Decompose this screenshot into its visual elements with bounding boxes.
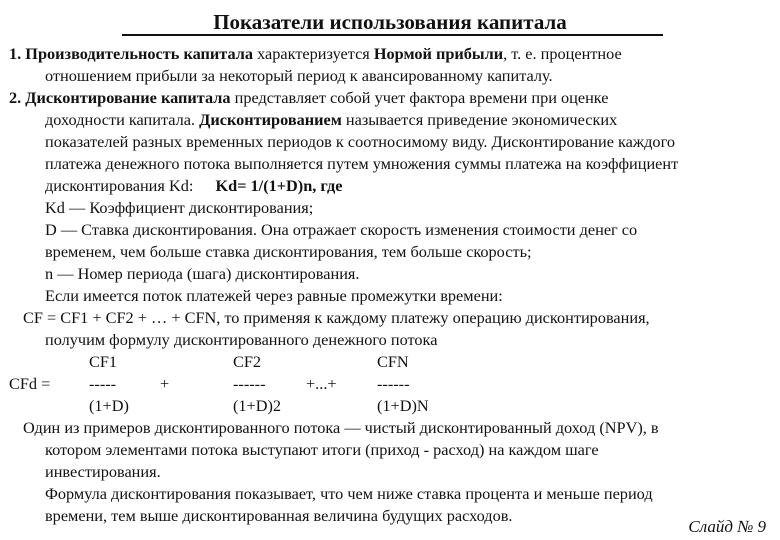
p2-line-7: D — Ставка дисконтирования. Она отражает скорость изменения стоимости денег со: [45, 220, 638, 239]
p2-line-10: Если имеется поток платежей через равные промежутки времени:: [45, 286, 503, 305]
formula-plus-2: +...+: [306, 374, 337, 393]
p2-line2-b: называется приведение экономических: [341, 110, 618, 129]
p2-line-9: n — Номер периода (шага) дисконтирования.: [45, 264, 360, 283]
p3-line-3: инвестирования.: [45, 462, 161, 481]
p2-term: Дисконтирование капитала: [25, 88, 231, 107]
kd-formula: Kd= 1/(1+D)n, где: [215, 176, 343, 195]
p3-line-4: Формула дисконтирования показывает, что чем ниже ставка процента и меньше период: [45, 484, 653, 503]
p3-line-2: котором элементами потока выступают итоги (приход - расход) на каждом шаге: [45, 440, 599, 459]
formula-numerator-1: CF1: [89, 352, 118, 371]
formula-bar-3: ------: [377, 374, 410, 393]
formula-plus-1: +: [160, 374, 170, 393]
p2-tail: представляет собой учет фактора времени при оценке: [230, 88, 609, 107]
p1-term2: Нормой прибыли: [373, 44, 504, 63]
formula-denominator-3: (1+D)N: [377, 396, 429, 415]
p2-line-1: [9, 87, 609, 108]
p2-line-11: CF = CF1 + CF2 + … + CFN, то применяя к каждому платежу операцию дисконтирования,: [23, 308, 650, 327]
slide-number: Слайд № 9: [688, 517, 766, 536]
p3-line-1: Один из примеров дисконтированного потока — чистый дисконтированный доход (NPV), в: [23, 418, 659, 437]
p1-line-2: отношением прибыли за некоторый период к авансированному капиталу.: [45, 66, 553, 85]
title-underline: [122, 34, 663, 36]
p2-line-12: получим формулу дисконтированного денежного потока: [45, 330, 438, 349]
p2-line-2: [45, 109, 617, 130]
p2-line-4: платежа денежного потока выполняется путем умножения суммы платежа на коэффициент: [45, 154, 679, 173]
formula-lhs: CFd =: [9, 374, 51, 393]
p2-line-3: показателей разных временных периодов к соотносимому виду. Дисконтирование каждого: [45, 132, 675, 151]
p2-line-8: временем, чем больше ставка дисконтирования, тем больше скорость;: [45, 242, 532, 261]
formula-bar-1: -----: [89, 374, 117, 393]
slide-title: Показатели использования капитала: [213, 10, 567, 34]
p1-line-1: [9, 43, 622, 64]
p2-number: 2.: [9, 88, 22, 107]
p2-line-6: Kd — Коэффициент дисконтирования;: [45, 198, 314, 217]
p2-line2-term: Дисконтированием: [199, 110, 342, 129]
p1-mid: характеризуется: [253, 44, 374, 63]
p2-line2-a: доходности капитала.: [45, 110, 200, 129]
formula-numerator-3: CFN: [377, 352, 409, 371]
p1-term: Производительность капитала: [25, 44, 254, 63]
formula-denominator-1: (1+D): [89, 396, 129, 415]
formula-denominator-2: (1+D)2: [233, 396, 282, 415]
p3-line-5: времени, тем выше дисконтированная величина будущих расходов.: [45, 506, 513, 525]
formula-bar-2: ------: [233, 374, 266, 393]
p1-number: 1.: [9, 44, 22, 63]
p1-tail: , т. е. процентное: [503, 44, 622, 63]
p2-line-5: [45, 175, 342, 196]
formula-numerator-2: CF2: [233, 352, 262, 371]
p2-line5-a: дисконтирования Kd:: [45, 176, 194, 195]
